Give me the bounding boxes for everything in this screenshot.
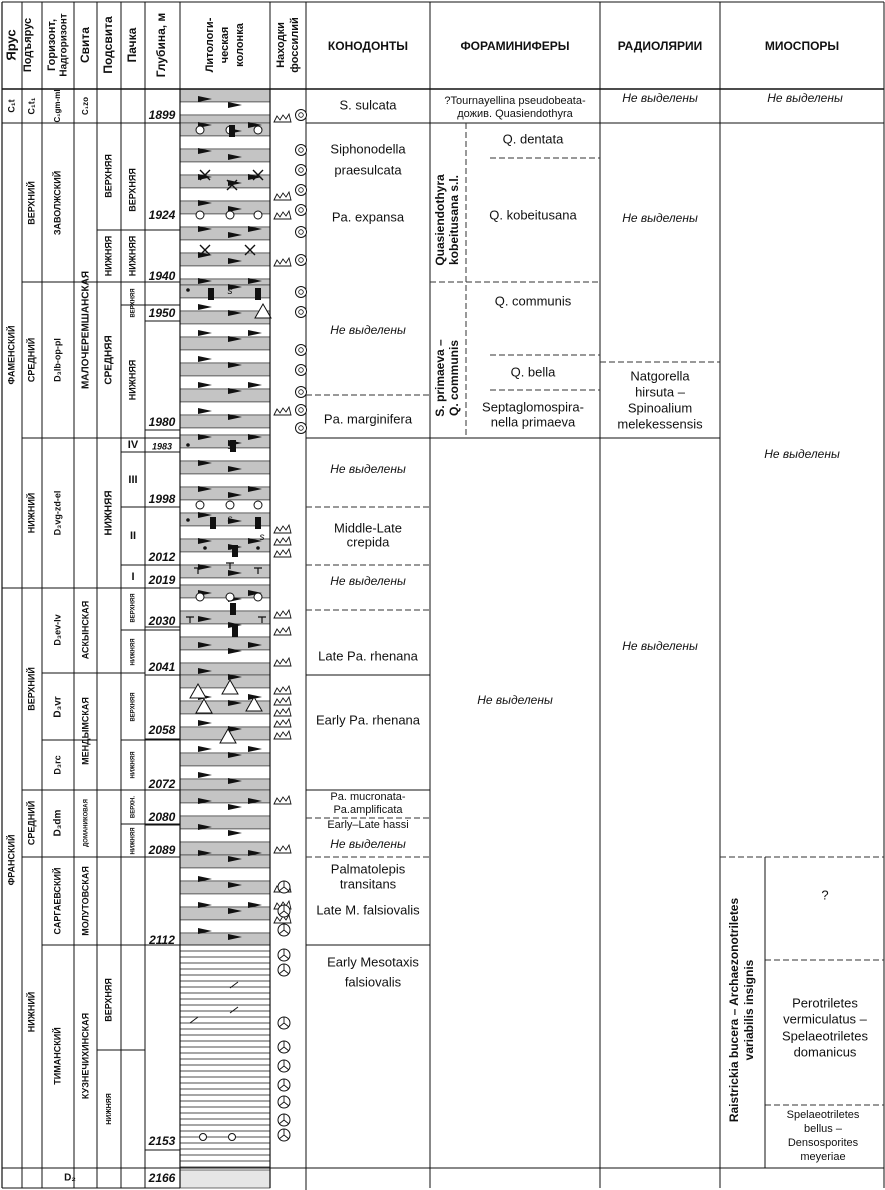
litho-dot [186,443,190,447]
depth-label: 1980 [148,415,176,430]
conodont-not-identified: Не выделены [330,323,406,338]
litho-layer [180,714,270,727]
fossil-conodont-icon [274,697,291,705]
header-litho-line3: колонка [233,23,246,67]
depth-label: 2012 [148,550,176,565]
depth-label: 2030 [148,614,176,629]
fossil-conodont-icon [274,192,291,200]
foram-not-identified: Не выделены [477,693,553,708]
fossil-brachiopod-icon [278,1114,290,1126]
litho-oblique-mark [230,1007,238,1013]
fossil-ammonoid-icon [296,365,307,376]
foram-zone-quasiendothyra-l1: Quasiendothyra [433,174,448,266]
radiolaria-zone-natgorella-l3: Spinoalium [627,400,693,416]
foram-zone-primaeva-l2: Q. communis [447,339,462,417]
conodont-zone-mucronata-l1: Pa. mucronata- [330,790,406,803]
litho-layer [180,253,270,266]
depth-label: 2089 [148,843,176,858]
member-zav-lower: НИЖНЯЯ [127,235,138,277]
stage-d2: D₂ [64,1172,76,1184]
miospore-zone-spelaeotriletes-l1: Spelaeotriletes [786,1108,860,1121]
fossil-conodont-icon [274,258,291,266]
header-formation: Свита [78,27,93,63]
fossil-brachiopod-icon [278,1096,290,1108]
fossil-ammonoid-icon [296,405,307,416]
litho-layer [180,350,270,363]
conodont-zone-mucronata-l2: Pa.amplificata [333,803,403,816]
litho-dark-block [232,545,238,557]
litho-layer [180,766,270,779]
horizon-sarg: САРГАЕВСКИЙ [52,867,63,935]
horizon-dvr: D₃vr [52,696,64,718]
substage-fam-middle: СРЕДНИЙ [26,337,37,383]
conodont-zone-transitans-l1: Palmatolepis [330,861,406,877]
conodont-zone-sulcata: S. sulcata [339,97,397,113]
header-depth: Глубина, м [154,12,169,78]
header-member: Пачка [125,27,140,63]
litho-layer [180,337,270,350]
member-dom-lower: НИЖНЯЯ [130,827,137,855]
litho-nodule-symbol [254,126,262,134]
fossil-conodont-icon [274,537,291,545]
litho-layer [180,675,270,688]
litho-nodule-symbol [254,593,262,601]
fossil-ammonoid-icon [296,110,307,121]
stage-frasnian: ФРАНСКИЙ [6,834,17,886]
foram-zone-communis: Q. communis [494,293,572,309]
member-mend-upper: ВЕРХНЯЯ [130,692,137,722]
litho-dot [186,288,190,292]
litho-dark-block [229,125,235,137]
litho-layer [180,188,270,201]
fossil-brachiopod-icon [278,924,290,936]
litho-layer [180,266,270,279]
header-horizon-line2: Надгоризонт [58,13,70,77]
miospore-not-identified-famennian: Не выделены [764,447,840,462]
conodont-zone-late-rhenana: Late Pa. rhenana [318,648,418,664]
litho-oblique-mark [190,1017,198,1023]
miospore-zone-perotriletes-l1: Perotriletes [792,995,858,1011]
conodont-zone-early-rhenana: Early Pa. rhenana [315,712,421,728]
miospore-zone-perotriletes-l4: domanicus [793,1044,857,1060]
depth-label: 2019 [148,573,176,588]
depth-label: 1983 [151,441,173,452]
substage-fam-lower: НИЖНИЙ [26,492,37,534]
litho-layer [180,565,270,578]
litho-layer [180,240,270,253]
formation-mol: МОЛУТОВСКАЯ [80,866,91,936]
stage-famennian: ФАМЕНСКИЙ [6,325,17,385]
fossil-conodont-icon [274,407,291,415]
formation-ask: АСКЫНСКАЯ [80,600,91,660]
miospore-zone-spelaeotriletes-l3: Densosporites [787,1136,859,1149]
horizon-ddm: D₃dm [52,809,64,837]
litho-layer [180,474,270,487]
litho-layer [180,552,270,565]
litho-layer [180,829,270,842]
fossil-conodont-icon [274,114,291,122]
fossil-brachiopod-icon [278,964,290,976]
conodont-zone-praesulcata-l1: Siphonodella [330,141,406,157]
fossil-brachiopod-icon [278,1041,290,1053]
member-iv: IV [127,438,139,451]
litho-dark-block [255,517,261,529]
litho-layer [180,324,270,337]
formation-domanik: ДОМАНИКОВАЯ [83,799,90,847]
depth-label: 2080 [148,810,176,825]
radiolaria-zone-natgorella-l1: Natgorella [630,368,690,384]
conodont-zone-early-falsiovalis-l2: falsiovalis [344,974,402,990]
litho-nodule-symbol [254,501,262,509]
fossil-ammonoid-icon [296,165,307,176]
fossil-brachiopod-icon [278,1060,290,1072]
fossil-conodont-icon [274,211,291,219]
header-litho-line1: Литологи- [203,17,216,73]
foram-zone-quasiendothyra-l2: kobeitusana s.l. [447,174,462,266]
conodont-not-identified: Не выделены [330,462,406,477]
fossil-conodont-icon [274,796,291,804]
depth-label: 2112 [149,933,175,948]
substage-fr-middle: СРЕДНИЙ [26,800,37,846]
litho-layer [180,102,270,115]
fossil-ammonoid-icon [296,387,307,398]
litho-dot [228,546,232,550]
fossil-ammonoid-icon [296,227,307,238]
litho-layer [180,753,270,766]
miospore-zone-raistrickia-l2: variabilis insignis [742,959,757,1061]
miospore-zone-raistrickia-l1: Raistrickia bucera – Archaezonotriletes [727,897,742,1123]
fossil-brachiopod-icon [278,1129,290,1141]
member-ii: II [129,529,137,542]
litho-dot [256,546,260,550]
depth-label: 1950 [148,306,176,321]
litho-layer [180,136,270,149]
litho-layer [180,389,270,402]
litho-dark-block [230,603,236,615]
horizon-zav: ЗАВОЛЖСКИЙ [52,170,63,236]
litho-layer [180,363,270,376]
header-radiolaria: РАДИОЛЯРИИ [617,39,703,54]
fossil-ammonoid-icon [296,255,307,266]
litho-dark-block [232,625,238,637]
fossil-ammonoid-icon [296,145,307,156]
fossil-conodont-icon [274,845,291,853]
litho-nodule-symbol [196,593,204,601]
litho-layer [180,624,270,637]
litho-layer [180,461,270,474]
miospore-zone-spelaeotriletes-l4: meyeriae [800,1150,846,1163]
horizon-dev: D₃ev-lv [52,614,63,646]
miospore-zone-perotriletes-l2: vermiculatus – [783,1011,867,1027]
foram-zone-bella: Q. bella [510,364,556,380]
litho-nodule-symbol [196,501,204,509]
member-ask-upper: ВЕРХНЯЯ [130,593,137,623]
formation-mend: МЕНДЫМСКАЯ [80,697,91,765]
litho-s-symbol: s [227,441,233,452]
litho-layer [180,663,270,675]
member-zav-upper: ВЕРХНЯЯ [127,168,138,212]
header-substage: Подъярус [21,17,34,73]
header-stage: Ярус [3,29,19,61]
litho-layer [180,578,270,585]
subformation-zav-upper: ВЕРХНЯЯ [103,154,114,198]
subformation-zav-lower: НИЖНЯЯ [103,235,114,277]
conodont-zone-praesulcata-l2: praesulcata [334,162,402,178]
horizon-dlb: D₃lb-op-pl [52,338,63,382]
radiolaria-zone-natgorella-l4: melekessensis [617,416,703,432]
fossil-conodont-icon [274,525,291,533]
litho-layer [180,637,270,650]
header-fossils-line1: Находки [274,22,287,68]
litho-layer [180,803,270,816]
litho-layer [180,779,270,790]
conodont-zone-late-falsiovalis: Late M. falsiovalis [316,902,420,918]
fossil-brachiopod-icon [278,881,290,893]
subformation-lower: НИЖНЯЯ [103,490,115,536]
fossil-brachiopod-icon [278,905,290,917]
depth-label: 1940 [148,269,176,284]
litho-layer [180,650,270,663]
foram-zone-tournayellina-l1: ?Tournayellina pseudobeata- [444,94,586,107]
header-horizon-line1: Горизонт, [45,18,58,72]
horizon-drc: D₃rc [52,755,63,775]
litho-dot [186,518,190,522]
fossil-ammonoid-icon [296,307,307,318]
litho-layer [180,920,270,933]
fossil-conodont-icon [274,610,291,618]
depth-label: 2166 [148,1171,176,1186]
header-conodonts: КОНОДОНТЫ [327,39,409,54]
conodont-zone-crepida-l2: crepida [346,534,390,550]
litho-dark-block [255,288,261,300]
litho-nodule-symbol [200,1134,207,1141]
litho-s-symbol: s [227,514,233,525]
litho-layer [180,415,270,428]
radiolaria-not-identified-c1: Не выделены [622,91,698,106]
litho-layer [180,855,270,868]
fossil-ammonoid-icon [296,205,307,216]
header-litho-line2: ческая [218,26,231,64]
litho-layer [180,881,270,894]
depth-label: 1924 [148,208,176,223]
fossil-ammonoid-icon [296,345,307,356]
labels-layer [3,13,868,1186]
litho-layer [180,868,270,881]
depth-label: 2072 [148,777,176,792]
litho-d2-base [180,1170,270,1188]
miospore-zone-spelaeotriletes-l2: bellus – [804,1122,842,1135]
depth-label: 1899 [148,108,176,123]
litho-dot [203,546,207,550]
member-iii: III [128,473,138,486]
member-dom-upper: ВЕРХН. [130,795,137,819]
conodont-zone-expansa: Pa. expansa [331,209,405,225]
fossil-ammonoid-icon [296,423,307,434]
conodont-not-identified: Не выделены [330,574,406,589]
depth-label: 2153 [148,1134,176,1149]
radiolaria-not-identified-lower: Не выделены [622,639,698,654]
conodont-zone-hassi: Early–Late hassi [327,818,409,831]
member-mid-lower: НИЖНЯЯ [127,359,138,401]
depth-label: 2058 [148,723,176,738]
miospore-not-identified-c1: Не выделены [767,91,843,106]
subformation-middle: СРЕДНЯЯ [103,335,115,385]
substage-fr-upper: ВЕРХНИЙ [26,667,37,711]
header-subformation: Подсвита [101,16,116,74]
fossil-conodont-icon [274,731,291,739]
conodont-not-identified: Не выделены [330,837,406,852]
litho-s-symbol: s [227,286,233,297]
litho-dark-block [208,288,214,300]
foram-zone-dentata: Q. dentata [502,131,564,147]
fossil-conodont-icon [274,658,291,666]
litho-nodule-symbol [226,593,234,601]
lithology-column [180,89,271,1188]
litho-layer [180,907,270,920]
member-mid-upper: ВЕРХНЯЯ [130,288,137,318]
foram-zone-septaglomospiranella-l2: nella primaeva [490,414,576,430]
fossil-ammonoid-icon [296,185,307,196]
litho-layer [180,448,270,461]
substage-fam-upper: ВЕРХНИЙ [26,181,37,225]
litho-layer [180,933,270,945]
foram-zone-kobeitusana: Q. kobeitusana [489,207,577,223]
fossil-finds-column [274,110,307,1142]
litho-nodule-symbol [254,211,262,219]
litho-nodule-symbol [229,1134,236,1141]
conodont-zone-transitans-l2: transitans [339,876,397,892]
litho-layer [180,376,270,389]
horizon-gm: C₁gm-ml [53,89,63,123]
litho-dark-block [210,517,216,529]
fossil-brachiopod-icon [278,1017,290,1029]
conodont-zone-early-falsiovalis-l1: Early Mesotaxis [327,954,419,970]
litho-layer [180,115,270,123]
member-ask-lower: НИЖНЯЯ [130,638,137,666]
litho-nodule-symbol [226,501,234,509]
litho-layer [180,149,270,162]
fossil-brachiopod-icon [278,1079,290,1091]
litho-nodule-symbol [226,211,234,219]
conodont-zone-marginifera: Pa. marginifera [323,411,413,427]
radiolaria-zone-natgorella-l2: hirsuta – [635,384,685,400]
member-mend-lower: НИЖНЯЯ [130,751,137,779]
fossil-conodont-icon [274,719,291,727]
substage-fr-lower: НИЖНИЙ [26,991,37,1033]
substage-c1t1: C₁t₁ [26,97,37,115]
header-fossils-line2: фоссилий [288,17,301,73]
horizon-dvg: D₃vg-zd-el [52,490,63,536]
subformation-kuz-lower: НИЖНЯЯ [105,1093,113,1125]
depth-label: 2041 [148,660,176,675]
fossil-conodont-icon [274,627,291,635]
foram-zone-primaeva-l1: S. primaeva – [433,339,448,417]
litho-nodule-symbol [196,211,204,219]
header-miospores: МИОСПОРЫ [764,39,840,54]
formation-kuz: КУЗНЕЧИХИНСКАЯ [80,1012,91,1100]
fossil-conodont-icon [274,708,291,716]
depth-label: 1998 [148,492,176,507]
fossil-ammonoid-icon [296,287,307,298]
litho-layer [180,428,270,435]
conodont-zone-crepida-l1: Middle-Late [334,520,402,536]
subformation-kuz-upper: ВЕРХНЯЯ [103,978,114,1022]
radiolaria-not-identified-upper: Не выделены [622,211,698,226]
formation-zo: C₁zo [81,97,91,115]
stage-c1t: C₁t [6,99,17,113]
litho-s-symbol: s [259,532,265,543]
formation-malo: МАЛОЧЕРЕМШАНСКАЯ [80,270,92,390]
litho-layer [180,402,270,415]
fossil-conodont-icon [274,686,291,694]
foram-zone-tournayellina-l2: дожив. Quasiendothyra [457,107,573,120]
foram-zone-septaglomospiranella-l1: Septaglomospira- [482,399,584,415]
horizon-tim: ТИМАНСКИЙ [52,1027,63,1085]
miospore-zone-perotriletes-l3: Spelaeotriletes [782,1028,868,1044]
litho-layer [180,816,270,829]
header-forams: ФОРАМИНИФЕРЫ [460,39,570,54]
fossil-brachiopod-icon [278,949,290,961]
miospore-zone-unknown: ? [821,887,829,903]
member-i: I [131,570,135,583]
fossil-conodont-icon [274,549,291,557]
litho-layer [180,89,270,102]
litho-nodule-symbol [196,126,204,134]
